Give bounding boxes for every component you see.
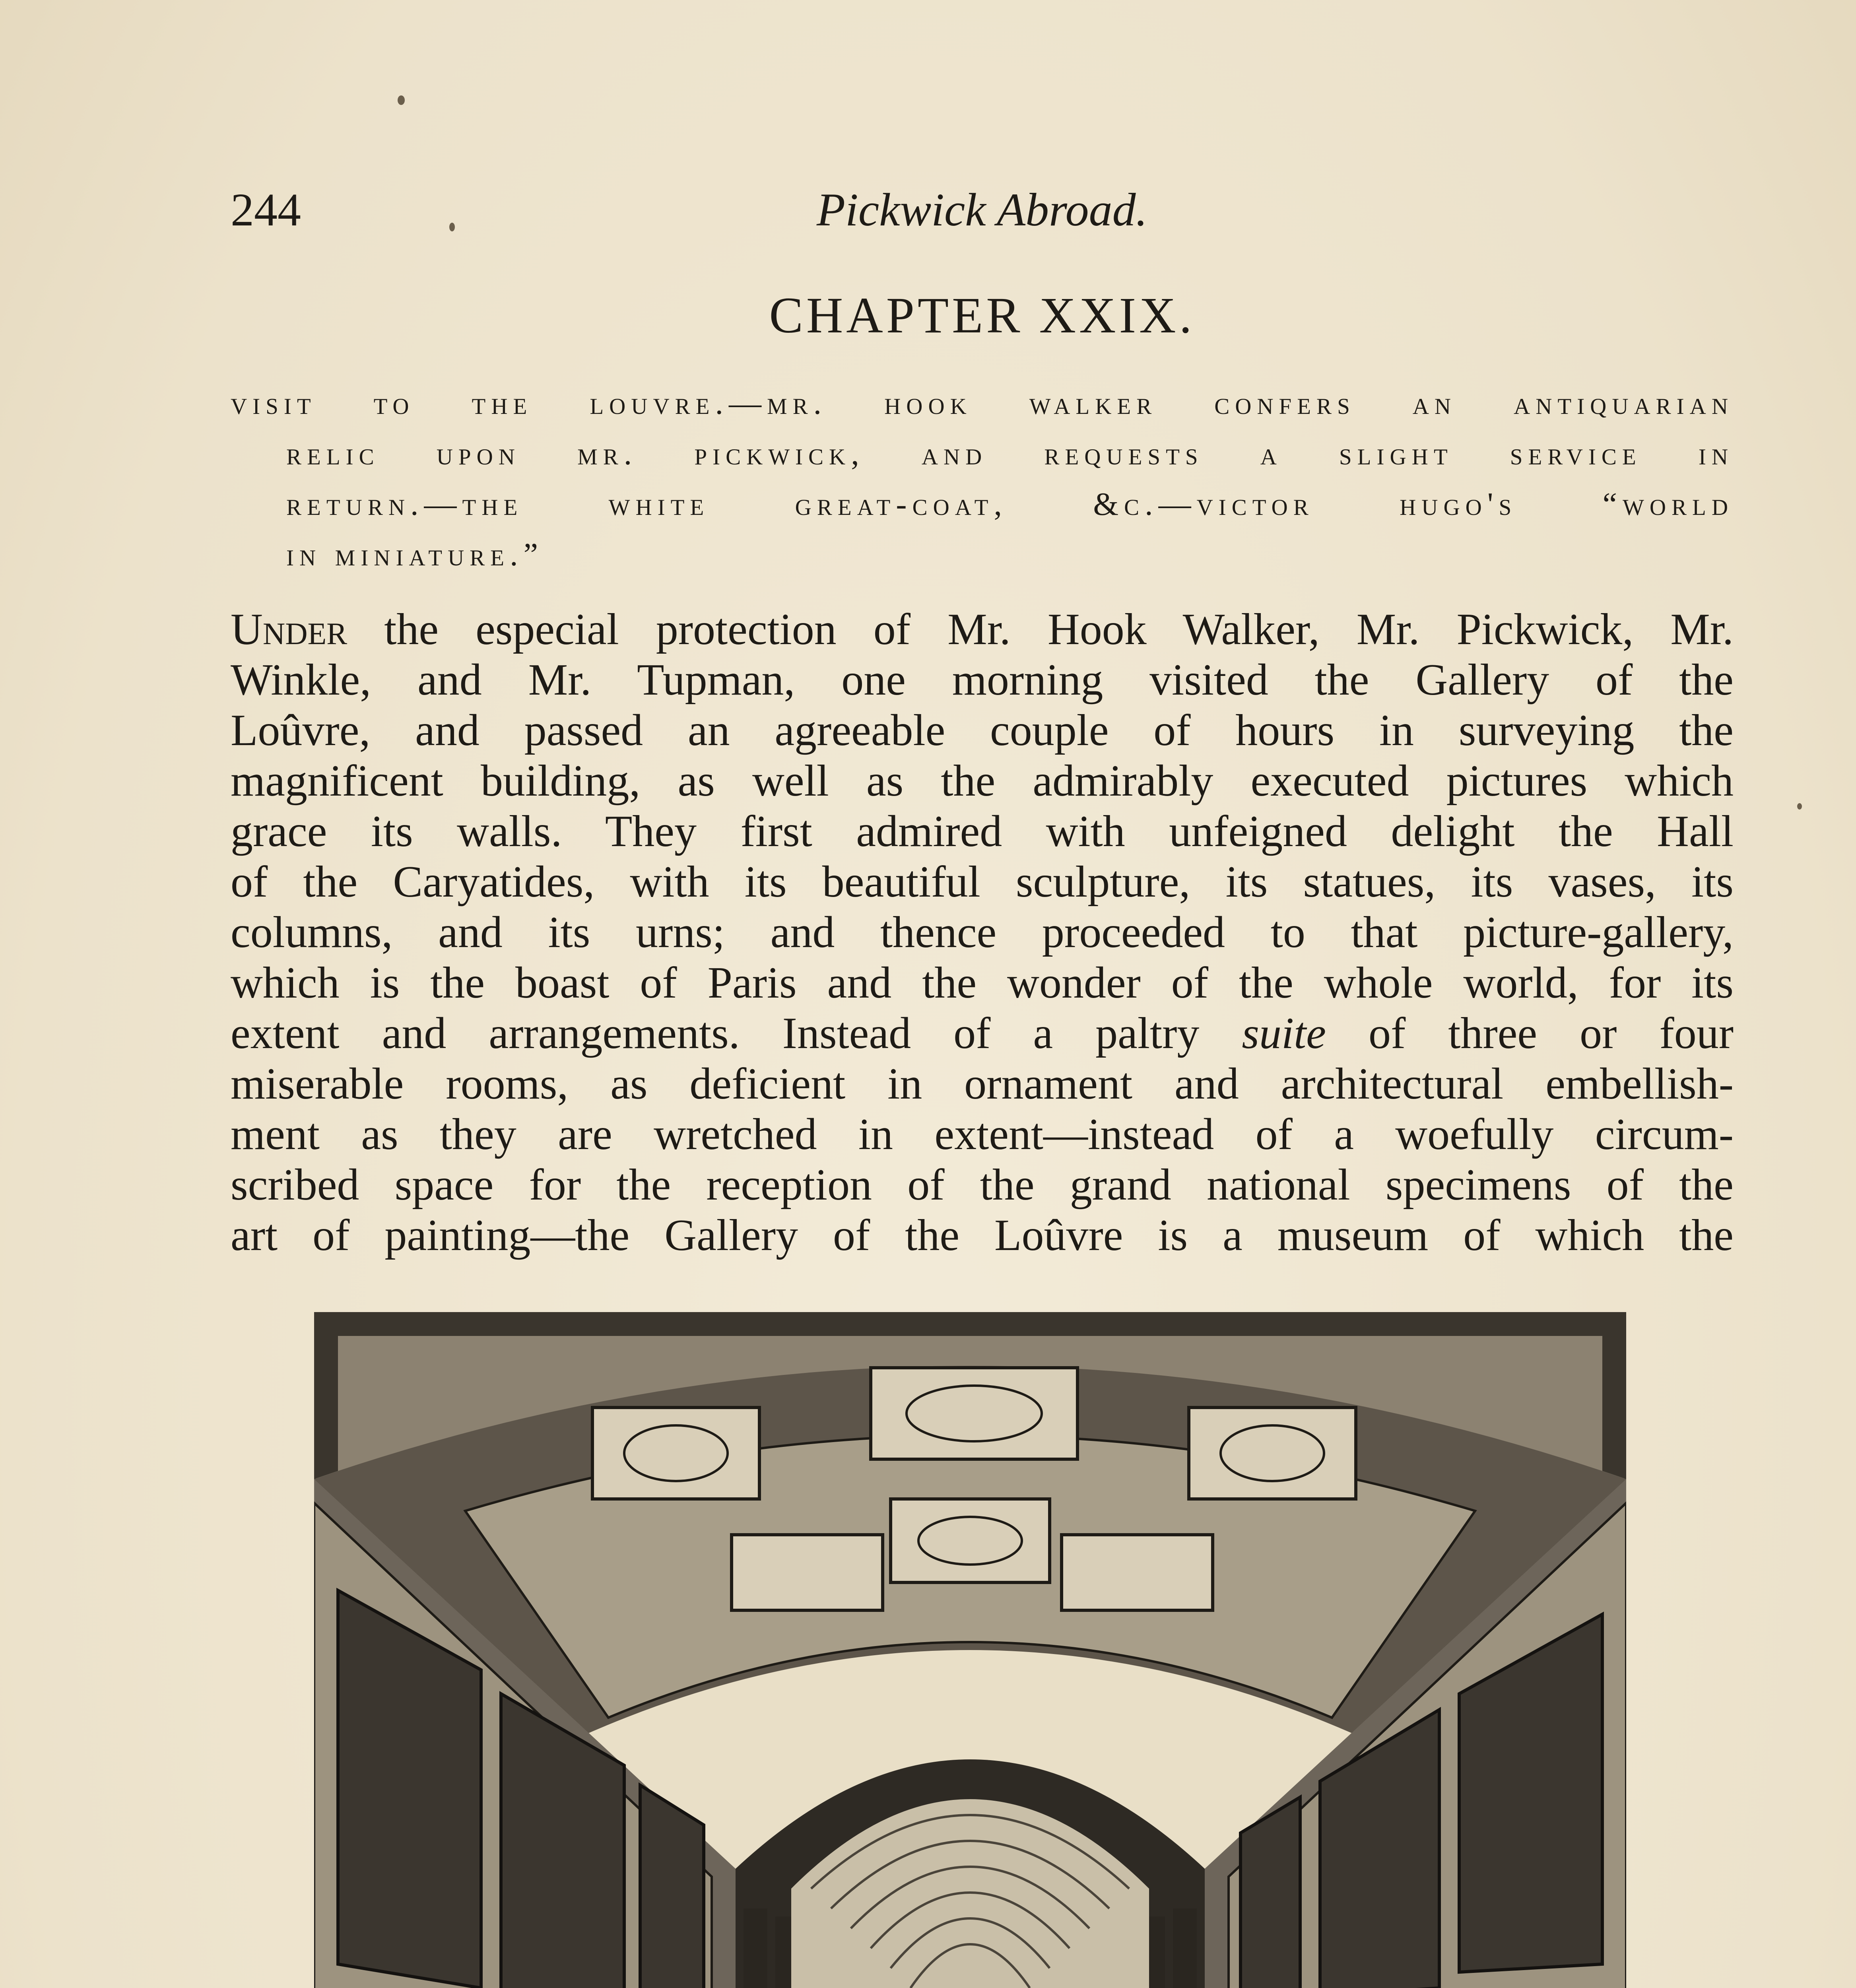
italic-word: suite [1242,1009,1326,1058]
text-line: Loûvre, and passed an agreeable couple of hours in surveying the [231,706,1734,755]
chapter-summary [231,378,1734,580]
text-line: Under the especial protection of Mr. Hook Walker, Mr. Pickwick, Mr. [231,605,1734,654]
summary-line: in miniature.” [286,536,544,573]
paper-speck [398,95,405,105]
text-line: columns, and its urns; and thence proceeded to that picture-gallery, [231,908,1734,957]
text-line: miserable rooms, as deficient in ornament and architectural embellish- [231,1059,1734,1109]
text-line: scribed space for the reception of the grand national specimens of the [231,1160,1734,1209]
running-head [231,183,1734,243]
text-line: magnificent building, as well as the admirably executed pictures which [231,756,1734,806]
text-line: ment as they are wretched in extent—instead of a woefully circum- [231,1110,1734,1159]
louvre-gallery-engraving [314,1312,1626,1988]
paper-speck [1797,803,1802,810]
paragraph-1 [231,604,1734,1261]
chapter-title: CHAPTER XXIX. [769,287,1195,344]
text-line: of the Caryatides, with its beautiful sculpture, its statues, its vases, its [231,857,1734,907]
text-line: art of painting—the Gallery of the Loûvre is a museum of which the [231,1211,1734,1260]
running-title: Pickwick Abroad. [816,184,1148,236]
summary-line: return.—the white great-coat, &c.—victor hugo's “world [286,486,1734,522]
text-line: extent and arrangements. Instead of a paltry suite of three or four [231,1009,1734,1058]
page-number: 244 [231,184,301,236]
text-line: which is the boast of Paris and the wonder of the whole world, for its [231,958,1734,1008]
text-line: Winkle, and Mr. Tupman, one morning visited the Gallery of the [231,655,1734,705]
text-line: grace its walls. They first admired with unfeigned delight the Hall [231,807,1734,856]
summary-line: relic upon mr. pickwick, and requests a slight service in [286,435,1734,472]
drop-initial-word: Under [231,605,348,654]
summary-line: visit to the louvre.—mr. hook walker confers an antiquarian [231,385,1734,421]
